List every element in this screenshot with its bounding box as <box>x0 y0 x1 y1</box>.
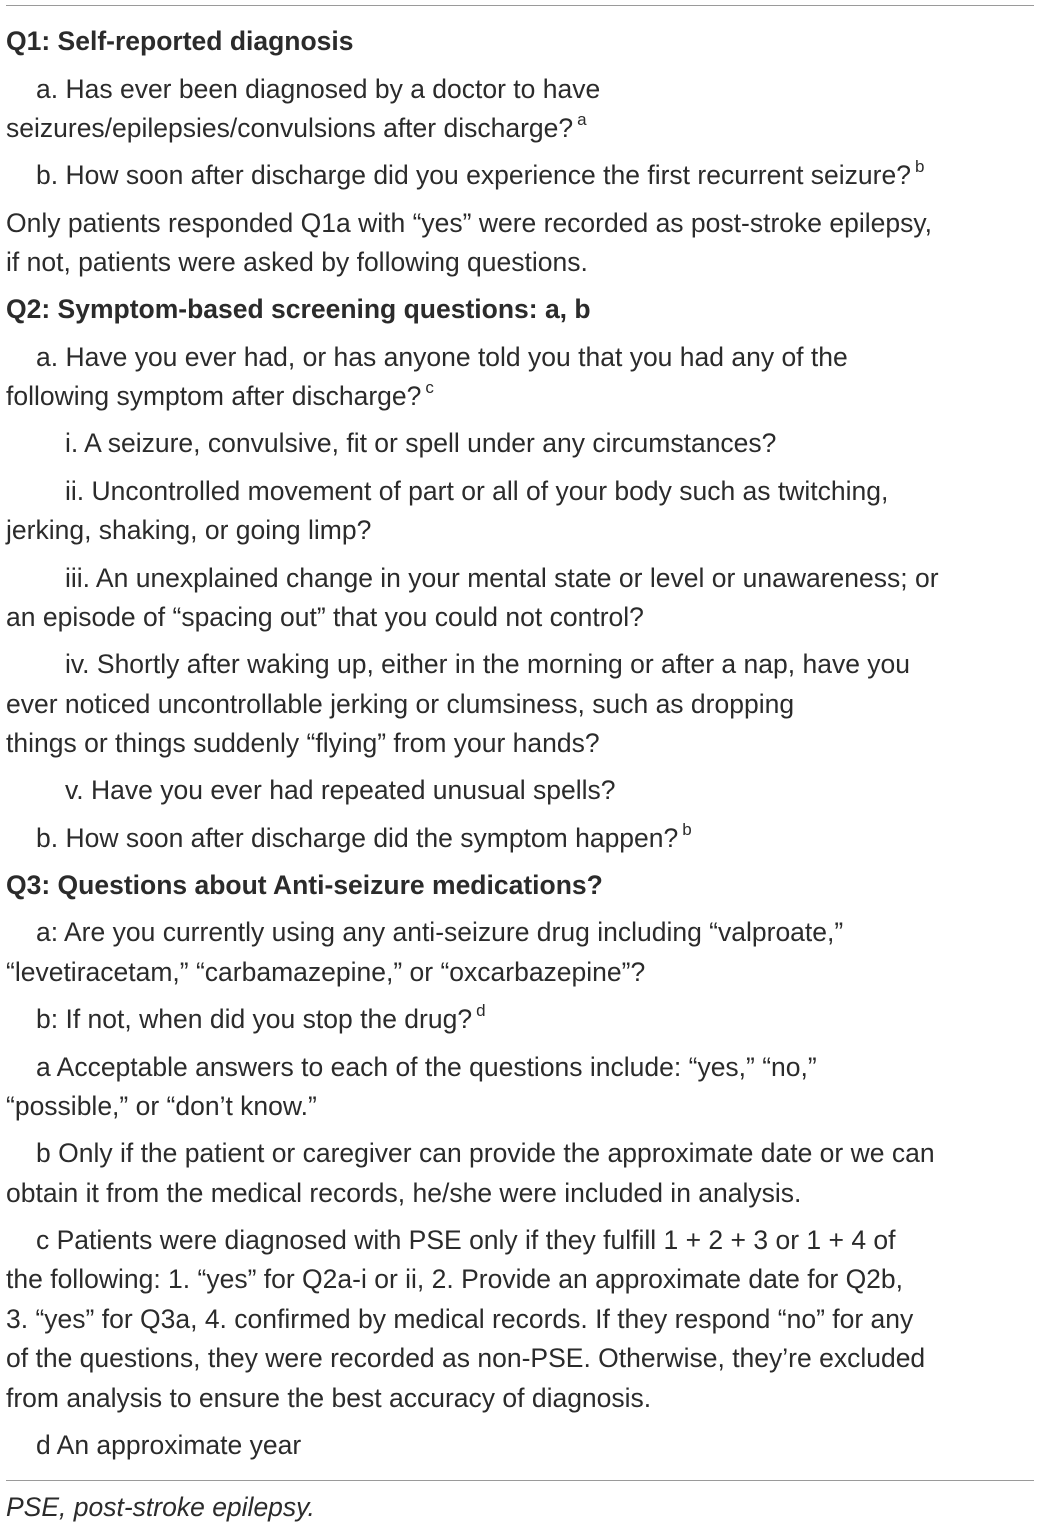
footnote-b: b Only if the patient or caregiver can provide the approximate date or we can <box>36 1138 935 1168</box>
q1-heading: Q1: Self-reported diagnosis <box>6 26 354 56</box>
table-top-rule <box>6 5 1034 6</box>
footnote-marker: a <box>577 110 587 129</box>
footnote-a-cont: “possible,” or “don’t know.” <box>6 1091 317 1121</box>
footnote-a: a Acceptable answers to each of the questions include: “yes,” “no,” <box>36 1052 817 1082</box>
footnote-marker: d <box>476 1001 486 1020</box>
footnote-c-cont4: from analysis to ensure the best accuracy of diagnosis. <box>6 1383 652 1413</box>
footnote-marker: b <box>914 157 925 176</box>
q2a-question: a. Have you ever had, or has anyone told you that you had any of the <box>36 342 848 372</box>
q2a-item-iv-cont2: things or things suddenly “flying” from your hands? <box>6 728 600 758</box>
q1a-question: a. Has ever been diagnosed by a doctor to have <box>36 74 601 104</box>
footnote-c-cont: the following: 1. “yes” for Q2a-i or ii, 2. Provide an approximate date for Q2b, <box>6 1264 904 1294</box>
q2a-item-iv: iv. Shortly after waking up, either in the morning or after a nap, have you <box>65 649 911 679</box>
q2a-item-ii: ii. Uncontrolled movement of part or all of your body such as twitching, <box>65 476 889 506</box>
q3b-question: b: If not, when did you stop the drug? $^d$ <box>36 1001 486 1034</box>
q2a-item-iv-cont: ever noticed uncontrollable jerking or clumsiness, such as dropping <box>6 689 795 719</box>
table-bottom-rule <box>6 1480 1034 1481</box>
q3a-question-cont: “levetiracetam,” “carbamazepine,” or “oxcarbazepine”? <box>6 957 646 987</box>
q3-heading: Q3: Questions about Anti-seizure medications? <box>6 870 603 900</box>
footnote-c: c Patients were diagnosed with PSE only if they fulfill 1 + 2 + 3 or 1 + 4 of <box>36 1225 896 1255</box>
footnote-b-cont: obtain it from the medical records, he/she were included in analysis. <box>6 1178 802 1208</box>
q1b-question: b. How soon after discharge did you experience the first recurrent seizure? $^b$ <box>36 157 925 190</box>
q2a-item-iii: iii. An unexplained change in your mental state or level or unawareness; or <box>65 563 939 593</box>
footnote-marker: b <box>682 820 692 839</box>
q2a-item-ii-cont: jerking, shaking, or going limp? <box>6 515 372 545</box>
q2a-item-i: i. A seizure, convulsive, fit or spell under any circumstances? <box>65 428 777 458</box>
q1a-question-cont: seizures/epilepsies/convulsions after discharge? $^a$ <box>6 110 587 143</box>
q3a-question: a: Are you currently using any anti-seizure drug including “valproate,” <box>36 917 844 947</box>
q1-note-cont: if not, patients were asked by following questions. <box>6 247 588 277</box>
q2-heading: Q2: Symptom-based screening questions: a, b <box>6 294 591 324</box>
q2b-question: b. How soon after discharge did the symptom happen? $^b$ <box>36 820 692 853</box>
q2a-item-iii-cont: an episode of “spacing out” that you could not control? <box>6 602 644 632</box>
footnote-d: d An approximate year <box>36 1430 302 1460</box>
q2a-item-v: v. Have you ever had repeated unusual spells? <box>65 775 616 805</box>
footnote-c-cont2: 3. “yes” for Q3a, 4. confirmed by medical records. If they respond “no” for any <box>6 1304 914 1334</box>
footnote-c-cont3: of the questions, they were recorded as non-PSE. Otherwise, they’re excluded <box>6 1343 926 1373</box>
q2a-question-cont: following symptom after discharge? $^c$ <box>6 378 434 411</box>
abbreviation-note: PSE, post-stroke epilepsy. <box>6 1492 315 1522</box>
q1-note: Only patients responded Q1a with “yes” were recorded as post-stroke epilepsy, <box>6 208 932 238</box>
footnote-marker: c <box>425 378 434 397</box>
